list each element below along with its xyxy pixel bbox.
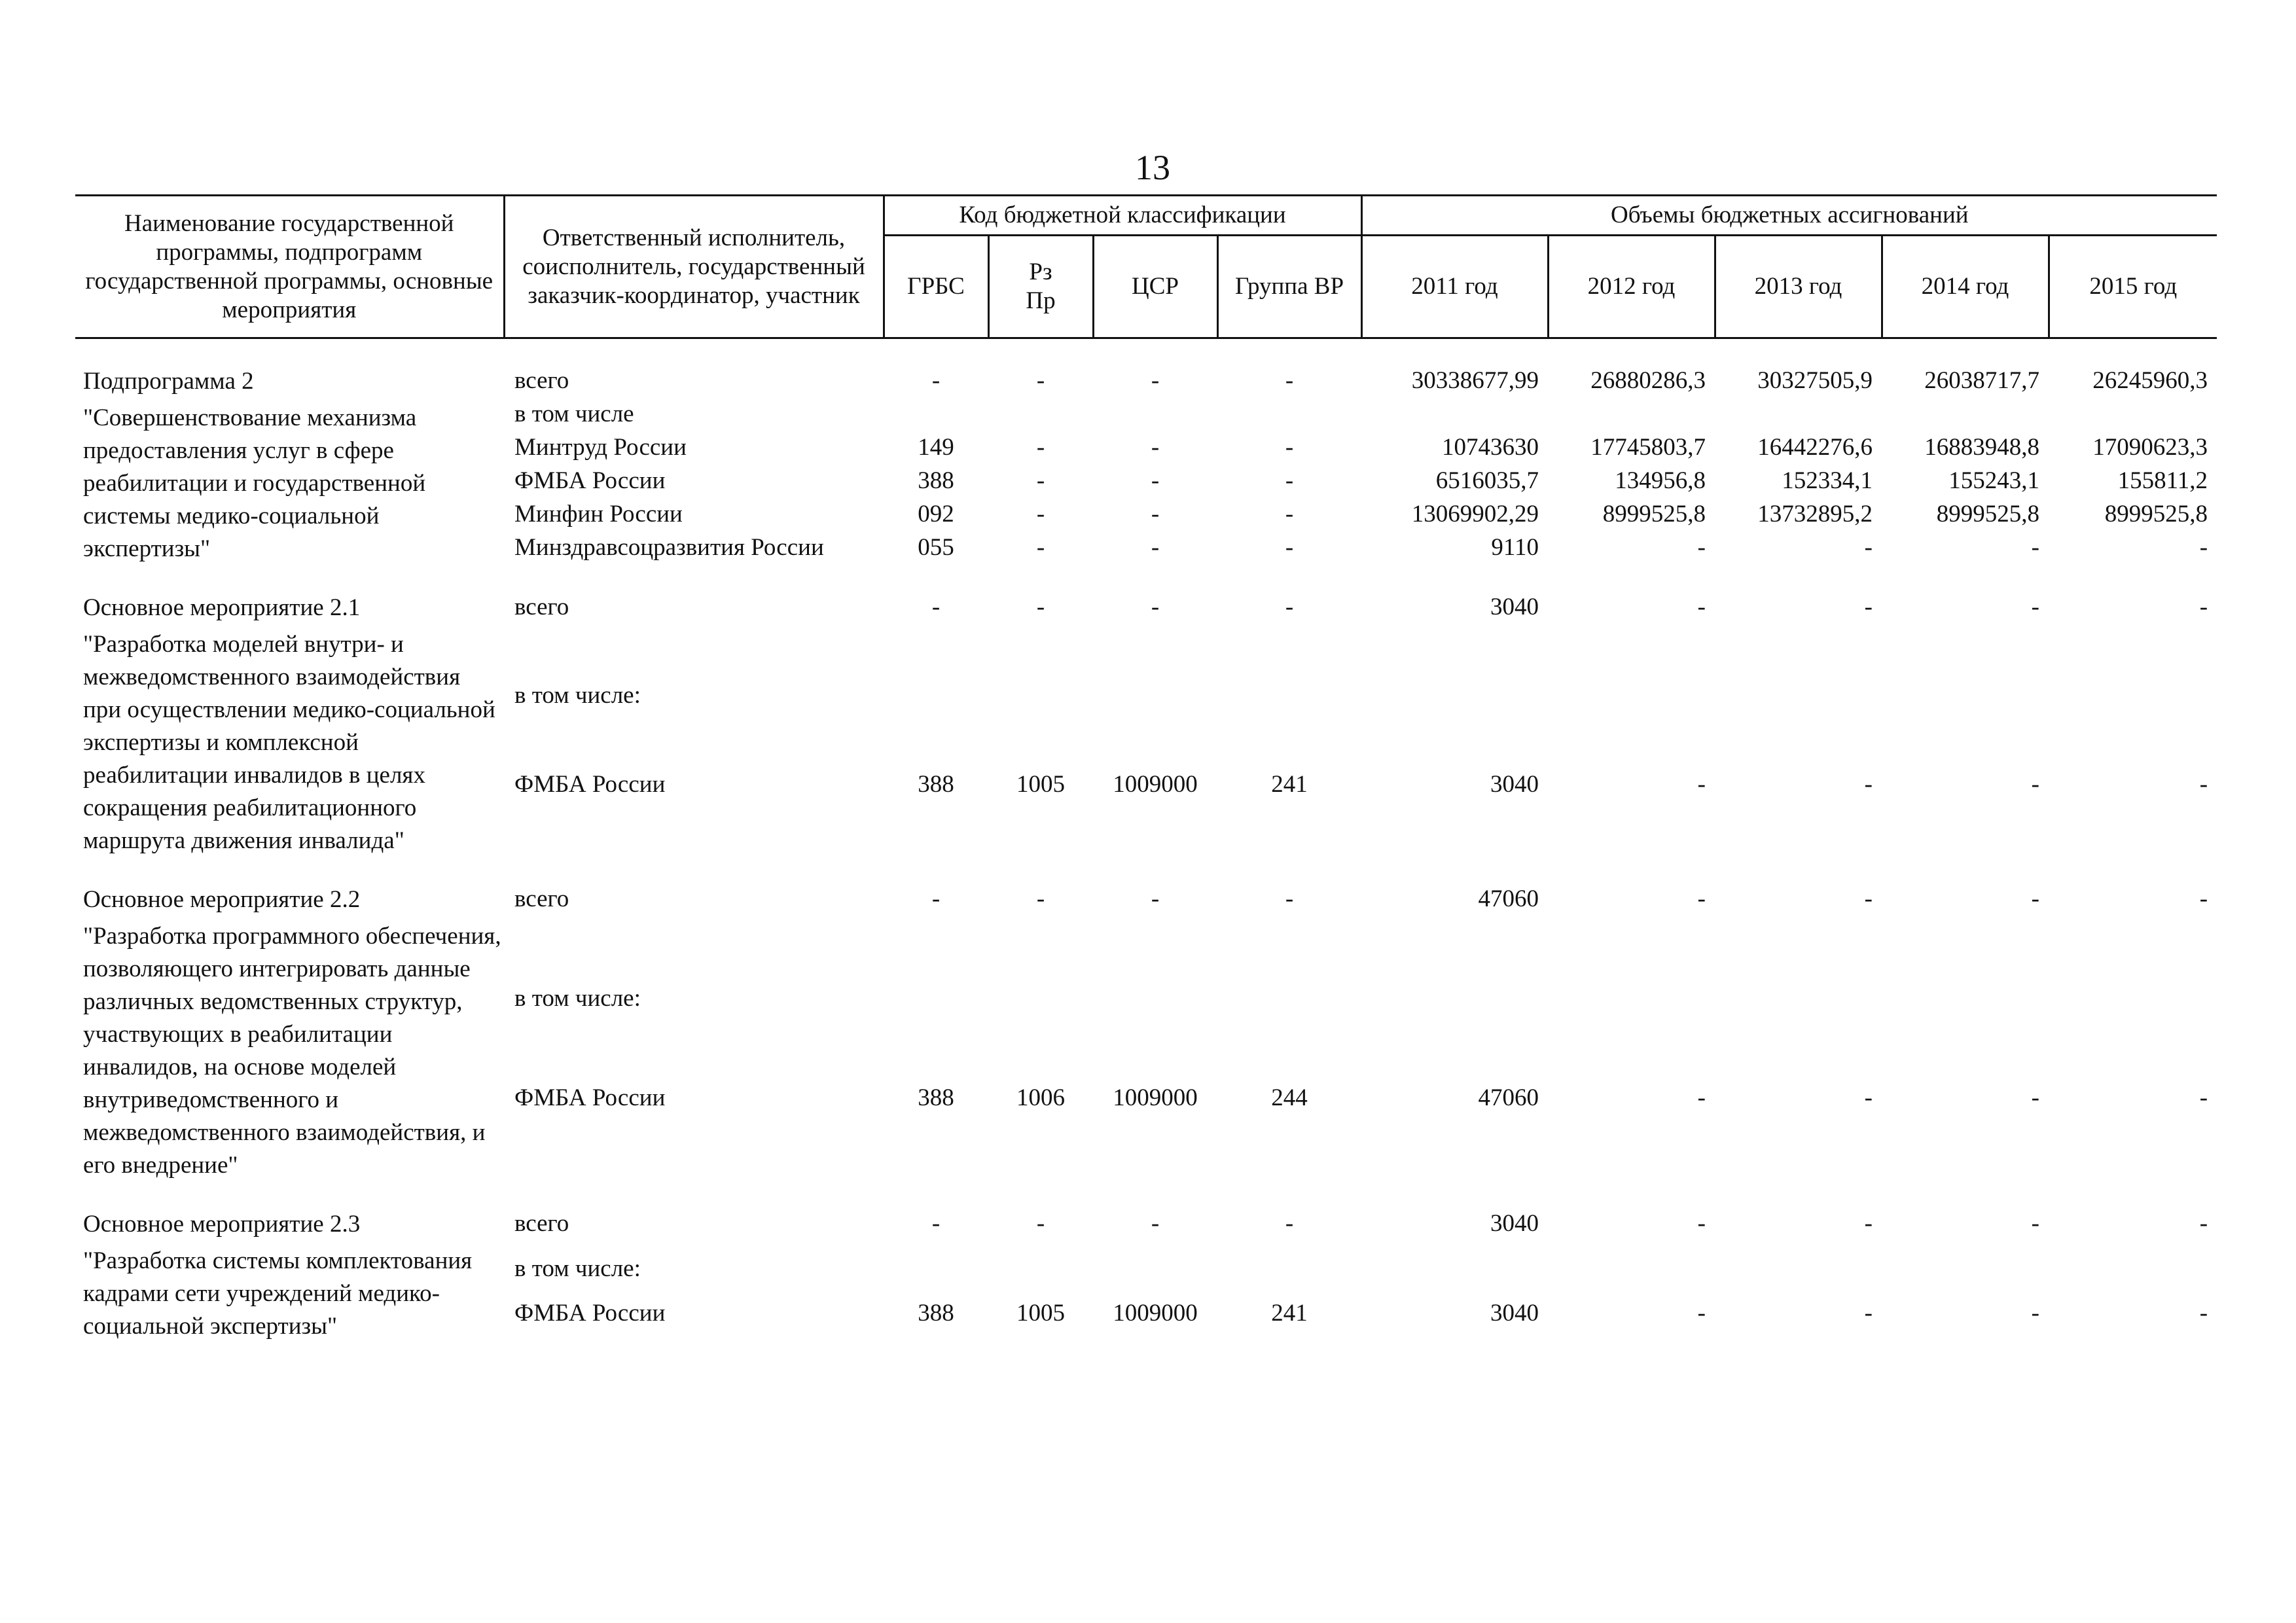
csr-cell: -: [1151, 501, 1160, 527]
header-year-2011: 2011 год: [1361, 236, 1548, 338]
grbs-cell: 092: [918, 501, 954, 527]
csr-cell: -: [1151, 594, 1160, 620]
value-2015-cell: 17090623,3: [2092, 434, 2208, 461]
value-2014-cell: 26038717,7: [1924, 367, 2039, 394]
header-volumes-group: Объемы бюджетных ассигнований: [1361, 196, 2217, 236]
csr-cell: [1093, 399, 1217, 432]
value-2013-cell: [1715, 983, 1882, 1082]
header-executor: Ответственный исполнитель, соисполнитель, государственный заказчик-координатор, участник: [504, 196, 884, 338]
value-2011-cell: 9110: [1491, 534, 1539, 561]
header-vr: Группа ВР: [1217, 236, 1361, 338]
value-2013-cell: [1715, 680, 1882, 768]
grbs-cell: -: [931, 1210, 941, 1237]
rzpr-cell: [988, 1253, 1093, 1298]
value-2011-cell: 30338677,99: [1411, 367, 1539, 394]
value-2015-cell: -: [2199, 594, 2208, 620]
executor-cell: всего: [514, 885, 569, 912]
rzpr-cell: [988, 680, 1093, 768]
value-2015-cell: [2049, 399, 2217, 432]
program-title: Подпрограмма 2: [83, 368, 254, 395]
value-2014-cell: -: [2031, 1300, 2039, 1327]
value-2014-cell: -: [2031, 1210, 2039, 1237]
executor-cell: ФМБА России: [514, 1300, 666, 1327]
header-budget-code-group: Код бюджетной классификации: [884, 196, 1361, 236]
executor-cell: ФМБА России: [514, 467, 666, 494]
csr-cell: -: [1151, 534, 1160, 561]
rzpr-cell: 1006: [1016, 1084, 1065, 1111]
value-2014-cell: [1882, 983, 2049, 1082]
program-name-cell: [75, 1208, 504, 1343]
value-2015-cell: -: [2199, 1300, 2208, 1327]
vr-cell: -: [1285, 885, 1294, 912]
grbs-cell: 388: [918, 1084, 954, 1111]
grbs-cell: [884, 1253, 988, 1298]
program-description: "Совершенствование механизма предоставления услуг в сфере реабилитации и государственной системы медико-социальной экспертизы": [83, 404, 426, 562]
executor-cell: Минздравсоцразвития России: [514, 534, 824, 561]
grbs-cell: -: [931, 367, 941, 394]
value-2013-cell: [1715, 1253, 1882, 1298]
spacer-cell: [75, 565, 2217, 592]
header-name: Наименование государственной программы, подпрограмм государственной программы, основные мероприятия: [75, 196, 504, 338]
vr-cell: -: [1285, 467, 1294, 494]
csr-cell: 1009000: [1113, 1300, 1198, 1327]
grbs-cell: -: [931, 885, 941, 912]
value-2015-cell: [2049, 983, 2217, 1082]
rzpr-cell: -: [1036, 594, 1045, 620]
value-2011-cell: 10743630: [1442, 434, 1539, 461]
grbs-cell: 149: [918, 434, 954, 461]
vr-cell: 241: [1271, 1300, 1308, 1327]
value-2015-cell: 8999525,8: [2104, 501, 2208, 527]
value-2015-cell: -: [2199, 534, 2208, 561]
value-2014-cell: -: [2031, 1084, 2039, 1111]
value-2015-cell: [2049, 680, 2217, 768]
header-rzpr: [988, 236, 1093, 338]
program-title: Основное мероприятие 2.3: [83, 1211, 361, 1238]
program-description: "Разработка программного обеспечения, позволяющего интегрировать данные различных ведомственных структур, участвующих в реабилитации инвалидов, на основе моделей внутриведомственного и межведомственного взаимодействия, и его внедрение": [83, 923, 501, 1179]
table-row: [75, 1208, 2217, 1253]
program-name-cell: [75, 883, 504, 1182]
value-2013-cell: -: [1864, 1084, 1873, 1111]
value-2015-cell: -: [2199, 1084, 2208, 1111]
value-2013-cell: 16442276,6: [1757, 434, 1873, 461]
executor-cell: ФМБА России: [514, 770, 666, 798]
csr-cell: -: [1151, 434, 1160, 461]
grbs-cell: [884, 983, 988, 1082]
grbs-cell: [884, 399, 988, 432]
csr-cell: -: [1151, 367, 1160, 394]
page-number: 13: [1135, 148, 1170, 187]
vr-cell: -: [1285, 501, 1294, 527]
value-2012-cell: 17745803,7: [1590, 434, 1706, 461]
table-row: [75, 592, 2217, 680]
vr-cell: -: [1285, 367, 1294, 394]
grbs-cell: -: [931, 594, 941, 620]
header-csr: ЦСР: [1093, 236, 1217, 338]
vr-cell: -: [1285, 434, 1294, 461]
table-row: [75, 883, 2217, 983]
grbs-cell: 388: [918, 770, 954, 798]
vr-cell: [1217, 983, 1361, 1082]
rzpr-cell: -: [1036, 367, 1045, 394]
value-2012-cell: 8999525,8: [1602, 501, 1706, 527]
value-2013-cell: -: [1864, 534, 1873, 561]
value-2011-cell: 47060: [1478, 885, 1539, 912]
value-2012-cell: [1548, 1253, 1715, 1298]
table-body: [75, 338, 2217, 1344]
grbs-cell: 055: [918, 534, 954, 561]
program-title: Основное мероприятие 2.1: [83, 594, 361, 621]
block-spacer: [75, 565, 2217, 592]
executor-cell: в том числе: [514, 401, 634, 427]
value-2011-cell: 6516035,7: [1435, 467, 1539, 494]
spacer-cell: [75, 338, 2217, 366]
value-2011-cell: 47060: [1478, 1084, 1539, 1111]
csr-cell: [1093, 983, 1217, 1082]
value-2012-cell: -: [1697, 534, 1706, 561]
program-description: "Разработка моделей внутри- и межведомственного взаимодействия при осуществлении медико-социальной экспертизы и комплексной реабилитации инвалидов в целях сокращения реабилитационного маршрута движения инвалида": [83, 631, 495, 854]
value-2012-cell: -: [1697, 1210, 1706, 1237]
value-2011-cell: 3040: [1490, 594, 1539, 620]
rzpr-cell: -: [1036, 885, 1045, 912]
value-2014-cell: -: [2031, 770, 2039, 798]
csr-cell: [1093, 1253, 1217, 1298]
spacer-cell: [75, 857, 2217, 883]
value-2014-cell: 8999525,8: [1936, 501, 2039, 527]
value-2012-cell: -: [1697, 1300, 1706, 1327]
rzpr-cell: -: [1036, 467, 1045, 494]
table-header: [75, 196, 2217, 338]
value-2011-cell: 3040: [1490, 770, 1539, 798]
value-2014-cell: -: [2031, 534, 2039, 561]
value-2011-cell: [1361, 399, 1548, 432]
header-rzpr-bottom: Пр: [1026, 287, 1056, 314]
csr-cell: -: [1151, 1210, 1160, 1237]
value-2013-cell: -: [1864, 885, 1873, 912]
vr-cell: 244: [1271, 1084, 1308, 1111]
executor-cell: в том числе:: [514, 682, 641, 709]
header-year-2012: 2012 год: [1548, 236, 1715, 338]
rzpr-cell: -: [1036, 434, 1045, 461]
rzpr-cell: -: [1036, 534, 1045, 561]
block-spacer: [75, 338, 2217, 366]
value-2012-cell: 26880286,3: [1590, 367, 1706, 394]
value-2012-cell: [1548, 983, 1715, 1082]
header-year-2015: 2015 год: [2049, 236, 2217, 338]
csr-cell: [1093, 680, 1217, 768]
value-2015-cell: -: [2199, 1210, 2208, 1237]
program-title: Основное мероприятие 2.2: [83, 886, 361, 913]
value-2011-cell: [1361, 1253, 1548, 1298]
block-spacer: [75, 857, 2217, 883]
csr-cell: 1009000: [1113, 770, 1198, 798]
value-2013-cell: -: [1864, 594, 1873, 620]
csr-cell: 1009000: [1113, 1084, 1198, 1111]
header-year-2013: 2013 год: [1715, 236, 1882, 338]
value-2012-cell: -: [1697, 594, 1706, 620]
value-2011-cell: [1361, 983, 1548, 1082]
program-description: "Разработка системы комплектования кадрами сети учреждений медико-социальной экспертизы": [83, 1247, 473, 1340]
value-2014-cell: 155243,1: [1948, 467, 2039, 494]
value-2013-cell: [1715, 399, 1882, 432]
rzpr-cell: 1005: [1016, 1300, 1065, 1327]
rzpr-cell: [988, 983, 1093, 1082]
value-2012-cell: [1548, 680, 1715, 768]
value-2012-cell: -: [1697, 1084, 1706, 1111]
executor-cell: Минтруд России: [514, 434, 687, 461]
grbs-cell: [884, 680, 988, 768]
value-2014-cell: -: [2031, 594, 2039, 620]
rzpr-cell: -: [1036, 1210, 1045, 1237]
value-2015-cell: -: [2199, 770, 2208, 798]
value-2011-cell: [1361, 680, 1548, 768]
block-spacer: [75, 1182, 2217, 1208]
rzpr-cell: 1005: [1016, 770, 1065, 798]
value-2012-cell: -: [1697, 770, 1706, 798]
value-2013-cell: -: [1864, 1300, 1873, 1327]
value-2015-cell: [2049, 1253, 2217, 1298]
table-row: [75, 365, 2217, 399]
value-2013-cell: 152334,1: [1782, 467, 1873, 494]
vr-cell: [1217, 399, 1361, 432]
value-2012-cell: [1548, 399, 1715, 432]
spacer-cell: [75, 1182, 2217, 1208]
value-2014-cell: [1882, 1253, 2049, 1298]
value-2015-cell: 26245960,3: [2092, 367, 2208, 394]
value-2013-cell: -: [1864, 1210, 1873, 1237]
executor-cell: всего: [514, 594, 569, 620]
value-2014-cell: [1882, 680, 2049, 768]
vr-cell: -: [1285, 594, 1294, 620]
value-2015-cell: 155811,2: [2117, 467, 2208, 494]
program-name-cell: [75, 365, 504, 565]
value-2011-cell: 13069902,29: [1411, 501, 1539, 527]
executor-cell: ФМБА России: [514, 1084, 666, 1111]
csr-cell: -: [1151, 467, 1160, 494]
header-year-2014: 2014 год: [1882, 236, 2049, 338]
program-name-cell: [75, 592, 504, 857]
csr-cell: -: [1151, 885, 1160, 912]
rzpr-cell: -: [1036, 501, 1045, 527]
executor-cell: всего: [514, 1210, 569, 1237]
value-2013-cell: 13732895,2: [1757, 501, 1873, 527]
vr-cell: -: [1285, 534, 1294, 561]
value-2012-cell: -: [1697, 885, 1706, 912]
header-grbs: ГРБС: [884, 236, 988, 338]
value-2011-cell: 3040: [1490, 1300, 1539, 1327]
value-2014-cell: 16883948,8: [1924, 434, 2039, 461]
rzpr-cell: [988, 399, 1093, 432]
executor-cell: в том числе:: [514, 1255, 641, 1282]
value-2011-cell: 3040: [1490, 1210, 1539, 1237]
value-2013-cell: -: [1864, 770, 1873, 798]
grbs-cell: 388: [918, 1300, 954, 1327]
executor-cell: всего: [514, 367, 569, 394]
header-rzpr-top: Рз: [1029, 259, 1052, 285]
vr-cell: [1217, 1253, 1361, 1298]
vr-cell: 241: [1271, 770, 1308, 798]
grbs-cell: 388: [918, 467, 954, 494]
vr-cell: [1217, 680, 1361, 768]
budget-table: [75, 194, 2217, 1343]
value-2013-cell: 30327505,9: [1757, 367, 1873, 394]
value-2015-cell: -: [2199, 885, 2208, 912]
vr-cell: -: [1285, 1210, 1294, 1237]
value-2014-cell: [1882, 399, 2049, 432]
executor-cell: в том числе:: [514, 985, 641, 1012]
value-2014-cell: -: [2031, 885, 2039, 912]
value-2012-cell: 134956,8: [1615, 467, 1706, 494]
executor-cell: Минфин России: [514, 501, 683, 527]
